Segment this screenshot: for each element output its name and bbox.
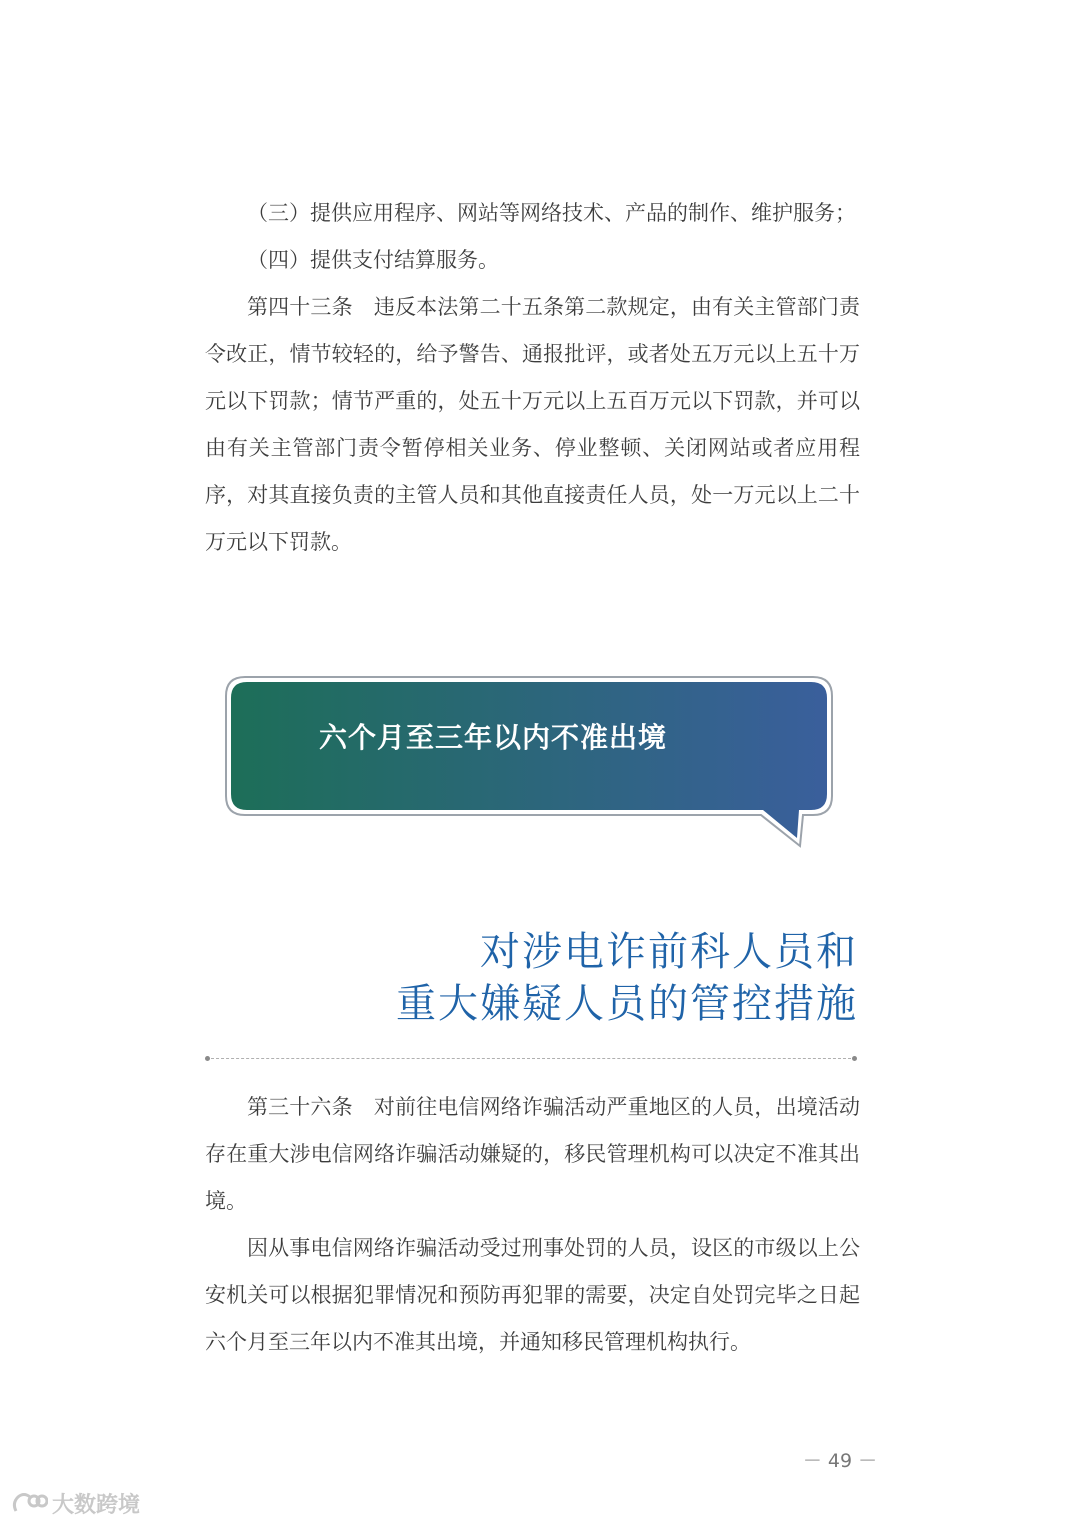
section-heading-line-2: 重大嫌疑人员的管控措施 bbox=[396, 981, 858, 1027]
page-number: － 49 － bbox=[802, 1450, 878, 1472]
article-text-top bbox=[205, 190, 860, 566]
watermark-text: 大数跨境 bbox=[52, 1492, 141, 1518]
divider-dot-left bbox=[205, 1056, 210, 1061]
article-36-paragraph-2: 因从事电信网络诈骗活动受过刑事处罚的人员，设区的市级以上公安机关可以根据犯罪情况和预防再犯罪的需要，决定自处罚完毕之日起六个月至三年以内不准其出境，并通知移民管理机构执行。 bbox=[205, 1236, 860, 1354]
watermark bbox=[10, 1487, 140, 1519]
article-36: 第三十六条 对前往电信网络诈骗活动严重地区的人员，出境活动存在重大涉电信网络诈骗活动嫌疑的，移民管理机构可以决定不准其出境。 bbox=[205, 1095, 860, 1213]
divider-dot-right bbox=[852, 1056, 857, 1061]
section-heading-line-1: 对涉电诈前科人员和 bbox=[480, 929, 858, 975]
divider-line bbox=[211, 1058, 851, 1059]
clause-4: （四）提供支付结算服务。 bbox=[247, 248, 499, 272]
speech-bubble-shape bbox=[223, 674, 835, 852]
article-text-bottom bbox=[205, 1084, 860, 1366]
dashed-divider bbox=[205, 1055, 857, 1063]
section-heading bbox=[396, 926, 858, 1030]
callout-bubble bbox=[223, 674, 835, 852]
callout-text: 六个月至三年以内不准出境 bbox=[318, 721, 667, 754]
clause-3: （三）提供应用程序、网站等网络技术、产品的制作、维护服务； bbox=[247, 201, 856, 225]
article-43: 第四十三条 违反本法第二十五条第二款规定，由有关主管部门责令改正，情节较轻的，给予警告、通报批评，或者处五万元以上五十万元以下罚款；情节严重的，处五十万元以上五百万元以下罚款，并可以由有关主管部门责令暂停相关业务、停业整顿、关闭网站或者应用程序，对其直接负责的主管人员和其他直接责任人员，处一万元以上二十万元以下罚款。 bbox=[205, 295, 860, 554]
watermark-logo-icon bbox=[10, 1489, 48, 1517]
